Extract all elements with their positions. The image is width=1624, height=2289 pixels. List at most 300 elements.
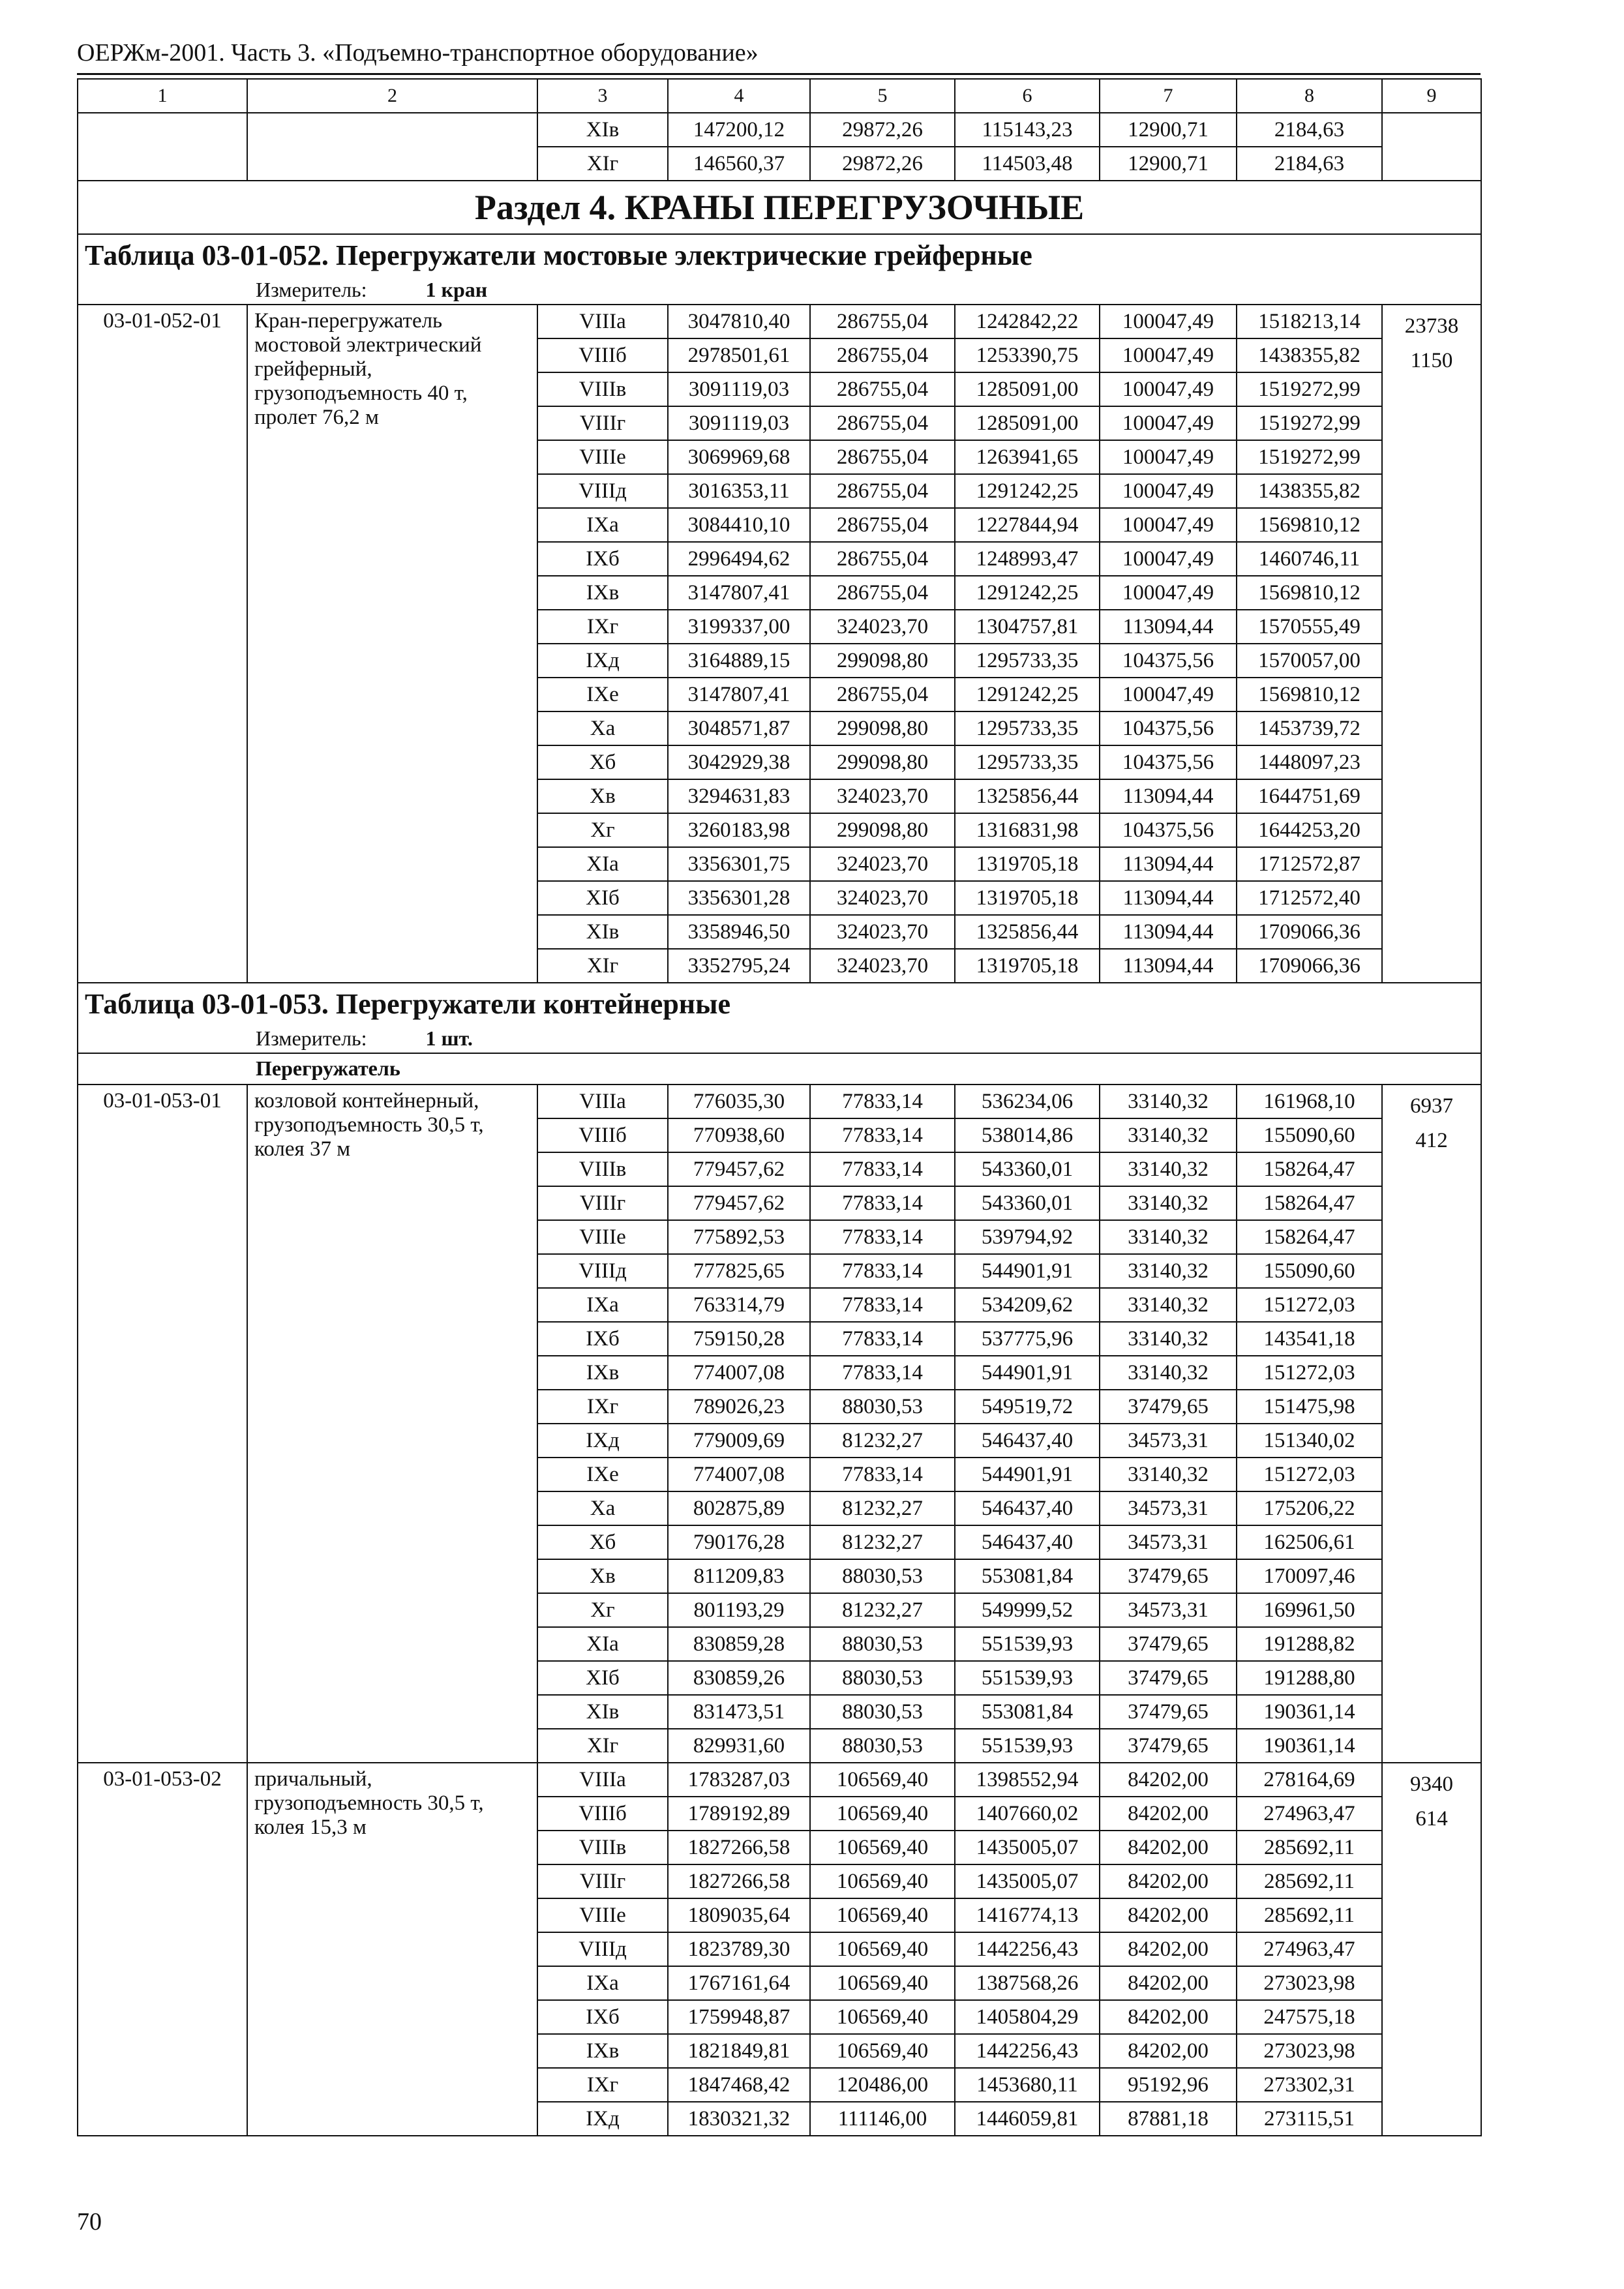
value-cell: 1446059,81 — [955, 2102, 1100, 2136]
resource-bottom: 1150 — [1410, 348, 1453, 372]
value-cell: 539794,92 — [955, 1220, 1100, 1254]
value-cell: 1519272,99 — [1237, 372, 1382, 406]
value-cell: 1712572,87 — [1237, 847, 1382, 881]
column-number-cell: 6 — [955, 79, 1100, 113]
value-cell: 2996494,62 — [668, 542, 810, 576]
value-cell: 84202,00 — [1100, 1966, 1237, 2000]
resource-cell — [1382, 1085, 1481, 1763]
value-cell: 146560,37 — [668, 147, 810, 181]
value-cell: 3047810,40 — [668, 305, 810, 338]
value-cell: 1442256,43 — [955, 2034, 1100, 2068]
value-cell: 33140,32 — [1100, 1220, 1237, 1254]
value-cell: 106569,40 — [810, 1932, 955, 1966]
value-cell: 1387568,26 — [955, 1966, 1100, 2000]
item-description: козловой контейнерный, грузоподъемность 30,5 т, колея 37 м — [247, 1085, 537, 1763]
value-cell: 775892,53 — [668, 1220, 810, 1254]
value-cell: 84202,00 — [1100, 1932, 1237, 1966]
value-cell: 1319705,18 — [955, 847, 1100, 881]
value-cell: 88030,53 — [810, 1627, 955, 1661]
value-cell: 1827266,58 — [668, 1831, 810, 1864]
value-cell: 33140,32 — [1100, 1254, 1237, 1288]
value-cell: 158264,47 — [1237, 1186, 1382, 1220]
value-cell: 759150,28 — [668, 1322, 810, 1356]
value-cell: 1285091,00 — [955, 372, 1100, 406]
value-cell: 1830321,32 — [668, 2102, 810, 2136]
value-cell: 1519272,99 — [1237, 440, 1382, 474]
value-cell: 191288,82 — [1237, 1627, 1382, 1661]
value-cell: 158264,47 — [1237, 1152, 1382, 1186]
value-cell: 777825,65 — [668, 1254, 810, 1288]
value-cell: 111146,00 — [810, 2102, 955, 2136]
resource-top: 23738 — [1404, 314, 1459, 338]
value-cell: 274963,47 — [1237, 1797, 1382, 1831]
value-cell: 1759948,87 — [668, 2000, 810, 2034]
table-title-row — [78, 983, 1481, 1025]
value-cell: 546437,40 — [955, 1424, 1100, 1458]
zone-cell: VIIIе — [537, 1220, 668, 1254]
value-cell: 536234,06 — [955, 1085, 1100, 1118]
value-cell: 286755,04 — [810, 406, 955, 440]
value-cell: 113094,44 — [1100, 915, 1237, 949]
value-cell: 1398552,94 — [955, 1763, 1100, 1797]
value-cell: 1295733,35 — [955, 711, 1100, 745]
value-cell: 77833,14 — [810, 1186, 955, 1220]
value-cell: 538014,86 — [955, 1118, 1100, 1152]
value-cell: 155090,60 — [1237, 1254, 1382, 1288]
resource-top: 6937 — [1410, 1094, 1453, 1118]
value-cell: 29872,26 — [810, 113, 955, 147]
value-cell: 770938,60 — [668, 1118, 810, 1152]
value-cell: 158264,47 — [1237, 1220, 1382, 1254]
zone-cell: XIа — [537, 847, 668, 881]
value-cell: 106569,40 — [810, 1831, 955, 1864]
value-cell: 273302,31 — [1237, 2068, 1382, 2102]
value-cell: 106569,40 — [810, 1797, 955, 1831]
value-cell: 81232,27 — [810, 1491, 955, 1525]
value-cell: 3356301,75 — [668, 847, 810, 881]
value-cell: 1407660,02 — [955, 1797, 1100, 1831]
resource-bottom: 412 — [1415, 1128, 1448, 1152]
value-cell: 247575,18 — [1237, 2000, 1382, 2034]
value-cell: 1242842,22 — [955, 305, 1100, 338]
column-number-cell: 9 — [1382, 79, 1481, 113]
page-number: 70 — [77, 2208, 102, 2236]
value-cell: 1227844,94 — [955, 508, 1100, 542]
zone-cell: IXе — [537, 1458, 668, 1491]
value-cell: 2978501,61 — [668, 338, 810, 372]
value-cell: 81232,27 — [810, 1525, 955, 1559]
value-cell: 84202,00 — [1100, 2000, 1237, 2034]
value-cell: 1709066,36 — [1237, 949, 1382, 983]
value-cell: 551539,93 — [955, 1627, 1100, 1661]
zone-cell: IXд — [537, 1424, 668, 1458]
value-cell: 299098,80 — [810, 644, 955, 678]
value-cell: 1304757,81 — [955, 610, 1100, 644]
value-cell: 286755,04 — [810, 474, 955, 508]
measure-label: Измеритель: — [256, 277, 367, 301]
value-cell: 1291242,25 — [955, 678, 1100, 711]
column-number-cell: 2 — [247, 79, 537, 113]
zone-cell: VIIIв — [537, 1831, 668, 1864]
value-cell: 191288,80 — [1237, 1661, 1382, 1695]
value-cell: 1295733,35 — [955, 644, 1100, 678]
value-cell: 77833,14 — [810, 1118, 955, 1152]
value-cell: 1453739,72 — [1237, 711, 1382, 745]
value-cell: 77833,14 — [810, 1288, 955, 1322]
value-cell: 84202,00 — [1100, 1831, 1237, 1864]
value-cell: 77833,14 — [810, 1254, 955, 1288]
value-cell: 286755,04 — [810, 338, 955, 372]
value-cell: 1570555,49 — [1237, 610, 1382, 644]
value-cell: 115143,23 — [955, 113, 1100, 147]
value-cell: 77833,14 — [810, 1356, 955, 1390]
table-row — [78, 1763, 1481, 1797]
zone-cell: Xг — [537, 1593, 668, 1627]
value-cell: 801193,29 — [668, 1593, 810, 1627]
item-code: 03-01-052-01 — [78, 305, 247, 983]
zone-cell: VIIIб — [537, 338, 668, 372]
value-cell: 1644751,69 — [1237, 779, 1382, 813]
zone-cell: XIб — [537, 1661, 668, 1695]
value-cell: 1823789,30 — [668, 1932, 810, 1966]
value-cell: 155090,60 — [1237, 1118, 1382, 1152]
value-cell: 77833,14 — [810, 1085, 955, 1118]
value-cell: 1435005,07 — [955, 1864, 1100, 1898]
value-cell: 95192,96 — [1100, 2068, 1237, 2102]
value-cell: 113094,44 — [1100, 610, 1237, 644]
value-cell: 100047,49 — [1100, 542, 1237, 576]
column-number-cell: 7 — [1100, 79, 1237, 113]
value-cell: 324023,70 — [810, 779, 955, 813]
value-cell: 104375,56 — [1100, 813, 1237, 847]
value-cell: 37479,65 — [1100, 1729, 1237, 1763]
value-cell: 273023,98 — [1237, 2034, 1382, 2068]
value-cell: 273023,98 — [1237, 1966, 1382, 2000]
value-cell: 1809035,64 — [668, 1898, 810, 1932]
subheader: Перегружатель — [78, 1053, 1481, 1085]
measure-label: Измеритель: — [256, 1026, 367, 1050]
value-cell: 113094,44 — [1100, 881, 1237, 915]
value-cell: 790176,28 — [668, 1525, 810, 1559]
section-title: Раздел 4. КРАНЫ ПЕРЕГРУЗОЧНЫЕ — [78, 181, 1481, 234]
value-cell: 88030,53 — [810, 1390, 955, 1424]
zone-cell: IXа — [537, 508, 668, 542]
value-cell: 1460746,11 — [1237, 542, 1382, 576]
zone-cell: IXб — [537, 542, 668, 576]
value-cell: 324023,70 — [810, 610, 955, 644]
zone-cell: XIб — [537, 881, 668, 915]
zone-cell: IXг — [537, 2068, 668, 2102]
value-cell: 537775,96 — [955, 1322, 1100, 1356]
value-cell: 151272,03 — [1237, 1458, 1382, 1491]
value-cell: 3091119,03 — [668, 372, 810, 406]
value-cell: 161968,10 — [1237, 1085, 1382, 1118]
value-cell: 1435005,07 — [955, 1831, 1100, 1864]
table-title-row — [78, 234, 1481, 276]
value-cell: 1821849,81 — [668, 2034, 810, 2068]
value-cell: 100047,49 — [1100, 372, 1237, 406]
item-description: причальный, грузоподъемность 30,5 т, колея 15,3 м — [247, 1763, 537, 2136]
value-cell: 84202,00 — [1100, 1898, 1237, 1932]
zone-cell: IXв — [537, 1356, 668, 1390]
value-cell: 100047,49 — [1100, 508, 1237, 542]
value-cell: 106569,40 — [810, 2034, 955, 2068]
zone-cell: VIIIв — [537, 372, 668, 406]
value-cell: 1442256,43 — [955, 1932, 1100, 1966]
value-cell: 106569,40 — [810, 1864, 955, 1898]
value-cell: 286755,04 — [810, 542, 955, 576]
value-cell: 553081,84 — [955, 1559, 1100, 1593]
value-cell: 33140,32 — [1100, 1458, 1237, 1491]
measure-cell — [78, 276, 1481, 305]
value-cell: 81232,27 — [810, 1593, 955, 1627]
value-cell: 100047,49 — [1100, 576, 1237, 610]
column-number-cell: 3 — [537, 79, 668, 113]
value-cell: 299098,80 — [810, 745, 955, 779]
section-row — [78, 181, 1481, 234]
value-cell: 1570057,00 — [1237, 644, 1382, 678]
value-cell: 1316831,98 — [955, 813, 1100, 847]
value-cell: 1847468,42 — [668, 2068, 810, 2102]
column-number-cell: 8 — [1237, 79, 1382, 113]
value-cell: 779457,62 — [668, 1152, 810, 1186]
value-cell: 175206,22 — [1237, 1491, 1382, 1525]
zone-cell: IXг — [537, 1390, 668, 1424]
zone-cell: XIг — [537, 949, 668, 983]
value-cell: 100047,49 — [1100, 474, 1237, 508]
zone-cell: VIIIа — [537, 305, 668, 338]
zone-cell: IXа — [537, 1966, 668, 2000]
value-cell: 1295733,35 — [955, 745, 1100, 779]
measure-row — [78, 1025, 1481, 1053]
value-cell: 829931,60 — [668, 1729, 810, 1763]
value-cell: 1325856,44 — [955, 779, 1100, 813]
resource-cell — [1382, 305, 1481, 983]
value-cell: 299098,80 — [810, 813, 955, 847]
zone-cell: IXв — [537, 2034, 668, 2068]
value-cell: 100047,49 — [1100, 305, 1237, 338]
value-cell: 3294631,83 — [668, 779, 810, 813]
value-cell: 779457,62 — [668, 1186, 810, 1220]
zone-cell: IXа — [537, 1288, 668, 1322]
description-cell — [247, 113, 537, 181]
zone-cell: VIIIг — [537, 1186, 668, 1220]
value-cell: 3164889,15 — [668, 644, 810, 678]
value-cell: 2184,63 — [1237, 113, 1382, 147]
value-cell: 84202,00 — [1100, 1763, 1237, 1797]
zone-cell: VIIIе — [537, 440, 668, 474]
value-cell: 324023,70 — [810, 847, 955, 881]
value-cell: 286755,04 — [810, 678, 955, 711]
value-cell: 143541,18 — [1237, 1322, 1382, 1356]
item-code: 03-01-053-02 — [78, 1763, 247, 2136]
value-cell: 802875,89 — [668, 1491, 810, 1525]
table-title: Таблица 03-01-052. Перегружатели мостовые электрические грейферные — [78, 234, 1481, 276]
value-cell: 551539,93 — [955, 1661, 1100, 1695]
value-cell: 546437,40 — [955, 1491, 1100, 1525]
value-cell: 278164,69 — [1237, 1763, 1382, 1797]
column-number-cell: 1 — [78, 79, 247, 113]
value-cell: 33140,32 — [1100, 1356, 1237, 1390]
zone-cell: IXв — [537, 576, 668, 610]
value-cell: 151272,03 — [1237, 1288, 1382, 1322]
value-cell: 106569,40 — [810, 2000, 955, 2034]
value-cell: 3048571,87 — [668, 711, 810, 745]
resource-top: 9340 — [1410, 1773, 1453, 1796]
value-cell: 34573,31 — [1100, 1593, 1237, 1627]
value-cell: 776035,30 — [668, 1085, 810, 1118]
value-cell: 1518213,14 — [1237, 305, 1382, 338]
zone-cell: XIв — [537, 915, 668, 949]
value-cell: 151340,02 — [1237, 1424, 1382, 1458]
value-cell: 3358946,50 — [668, 915, 810, 949]
value-cell: 170097,46 — [1237, 1559, 1382, 1593]
value-cell: 549999,52 — [955, 1593, 1100, 1627]
value-cell: 37479,65 — [1100, 1695, 1237, 1729]
value-cell: 285692,11 — [1237, 1831, 1382, 1864]
value-cell: 1416774,13 — [955, 1898, 1100, 1932]
value-cell: 286755,04 — [810, 440, 955, 474]
value-cell: 37479,65 — [1100, 1661, 1237, 1695]
measure-cell — [78, 1025, 1481, 1053]
zone-cell: VIIIе — [537, 1898, 668, 1932]
zone-cell: VIIIа — [537, 1085, 668, 1118]
value-cell: 299098,80 — [810, 711, 955, 745]
value-cell: 543360,01 — [955, 1186, 1100, 1220]
value-cell: 169961,50 — [1237, 1593, 1382, 1627]
value-cell: 77833,14 — [810, 1322, 955, 1356]
value-cell: 114503,48 — [955, 147, 1100, 181]
value-cell: 12900,71 — [1100, 147, 1237, 181]
value-cell: 544901,91 — [955, 1458, 1100, 1491]
zone-cell: IXд — [537, 644, 668, 678]
value-cell: 286755,04 — [810, 576, 955, 610]
value-cell: 3147807,41 — [668, 576, 810, 610]
value-cell: 1438355,82 — [1237, 474, 1382, 508]
value-cell: 29872,26 — [810, 147, 955, 181]
value-cell: 37479,65 — [1100, 1559, 1237, 1593]
value-cell: 553081,84 — [955, 1695, 1100, 1729]
value-cell: 286755,04 — [810, 508, 955, 542]
value-cell: 88030,53 — [810, 1661, 955, 1695]
value-cell: 33140,32 — [1100, 1085, 1237, 1118]
value-cell: 1319705,18 — [955, 949, 1100, 983]
value-cell: 120486,00 — [810, 2068, 955, 2102]
value-cell: 37479,65 — [1100, 1627, 1237, 1661]
zone-cell: Xа — [537, 711, 668, 745]
value-cell: 1569810,12 — [1237, 576, 1382, 610]
value-cell: 88030,53 — [810, 1729, 955, 1763]
value-cell: 1285091,00 — [955, 406, 1100, 440]
zone-cell: VIIIд — [537, 1932, 668, 1966]
value-cell: 1569810,12 — [1237, 678, 1382, 711]
value-cell: 106569,40 — [810, 1966, 955, 2000]
column-number-cell: 5 — [810, 79, 955, 113]
value-cell: 113094,44 — [1100, 949, 1237, 983]
value-cell: 324023,70 — [810, 915, 955, 949]
zone-cell: VIIIд — [537, 1254, 668, 1288]
value-cell: 104375,56 — [1100, 644, 1237, 678]
zone-cell: IXг — [537, 610, 668, 644]
value-cell: 789026,23 — [668, 1390, 810, 1424]
value-cell: 104375,56 — [1100, 711, 1237, 745]
value-cell: 774007,08 — [668, 1458, 810, 1491]
value-cell: 33140,32 — [1100, 1152, 1237, 1186]
value-cell: 534209,62 — [955, 1288, 1100, 1322]
value-cell: 33140,32 — [1100, 1288, 1237, 1322]
value-cell: 77833,14 — [810, 1220, 955, 1254]
zone-cell: Xб — [537, 1525, 668, 1559]
value-cell: 147200,12 — [668, 113, 810, 147]
value-cell: 273115,51 — [1237, 2102, 1382, 2136]
value-cell: 3352795,24 — [668, 949, 810, 983]
measure-unit: 1 шт. — [425, 1026, 473, 1050]
value-cell: 1453680,11 — [955, 2068, 1100, 2102]
value-cell: 100047,49 — [1100, 678, 1237, 711]
value-cell: 1253390,75 — [955, 338, 1100, 372]
value-cell: 113094,44 — [1100, 847, 1237, 881]
value-cell: 100047,49 — [1100, 440, 1237, 474]
value-cell: 87881,18 — [1100, 2102, 1237, 2136]
value-cell: 286755,04 — [810, 305, 955, 338]
item-description: Кран-перегружатель мостовой электрический грейферный, грузоподъемность 40 т, пролет 76,2 м — [247, 305, 537, 983]
value-cell: 324023,70 — [810, 881, 955, 915]
zone-cell: XIг — [537, 147, 668, 181]
value-cell: 3147807,41 — [668, 678, 810, 711]
value-cell: 84202,00 — [1100, 1797, 1237, 1831]
value-cell: 811209,83 — [668, 1559, 810, 1593]
value-cell: 830859,26 — [668, 1661, 810, 1695]
zone-cell: VIIIа — [537, 1763, 668, 1797]
code-cell — [78, 113, 247, 181]
zone-cell: XIа — [537, 1627, 668, 1661]
value-cell: 1248993,47 — [955, 542, 1100, 576]
zone-cell: VIIIг — [537, 406, 668, 440]
value-cell: 81232,27 — [810, 1424, 955, 1458]
value-cell: 3091119,03 — [668, 406, 810, 440]
price-table — [77, 78, 1482, 2136]
value-cell: 274963,47 — [1237, 1932, 1382, 1966]
header-rule — [77, 73, 1481, 75]
zone-cell: XIв — [537, 1695, 668, 1729]
value-cell: 544901,91 — [955, 1356, 1100, 1390]
value-cell: 1709066,36 — [1237, 915, 1382, 949]
value-cell: 151475,98 — [1237, 1390, 1382, 1424]
value-cell: 1789192,89 — [668, 1797, 810, 1831]
resource-bottom: 614 — [1415, 1806, 1448, 1831]
zone-cell: VIIIд — [537, 474, 668, 508]
value-cell: 33140,32 — [1100, 1186, 1237, 1220]
value-cell: 77833,14 — [810, 1152, 955, 1186]
value-cell: 84202,00 — [1100, 1864, 1237, 1898]
item-code: 03-01-053-01 — [78, 1085, 247, 1763]
value-cell: 151272,03 — [1237, 1356, 1382, 1390]
value-cell: 84202,00 — [1100, 2034, 1237, 2068]
value-cell: 324023,70 — [810, 949, 955, 983]
table-body — [78, 79, 1481, 2136]
value-cell: 3084410,10 — [668, 508, 810, 542]
zone-cell: XIв — [537, 113, 668, 147]
value-cell: 34573,31 — [1100, 1525, 1237, 1559]
value-cell: 33140,32 — [1100, 1118, 1237, 1152]
zone-cell: VIIIв — [537, 1152, 668, 1186]
value-cell: 162506,61 — [1237, 1525, 1382, 1559]
value-cell: 1291242,25 — [955, 474, 1100, 508]
table-title: Таблица 03-01-053. Перегружатели контейнерные — [78, 983, 1481, 1025]
value-cell: 546437,40 — [955, 1525, 1100, 1559]
value-cell: 1767161,64 — [668, 1966, 810, 2000]
value-cell: 551539,93 — [955, 1729, 1100, 1763]
